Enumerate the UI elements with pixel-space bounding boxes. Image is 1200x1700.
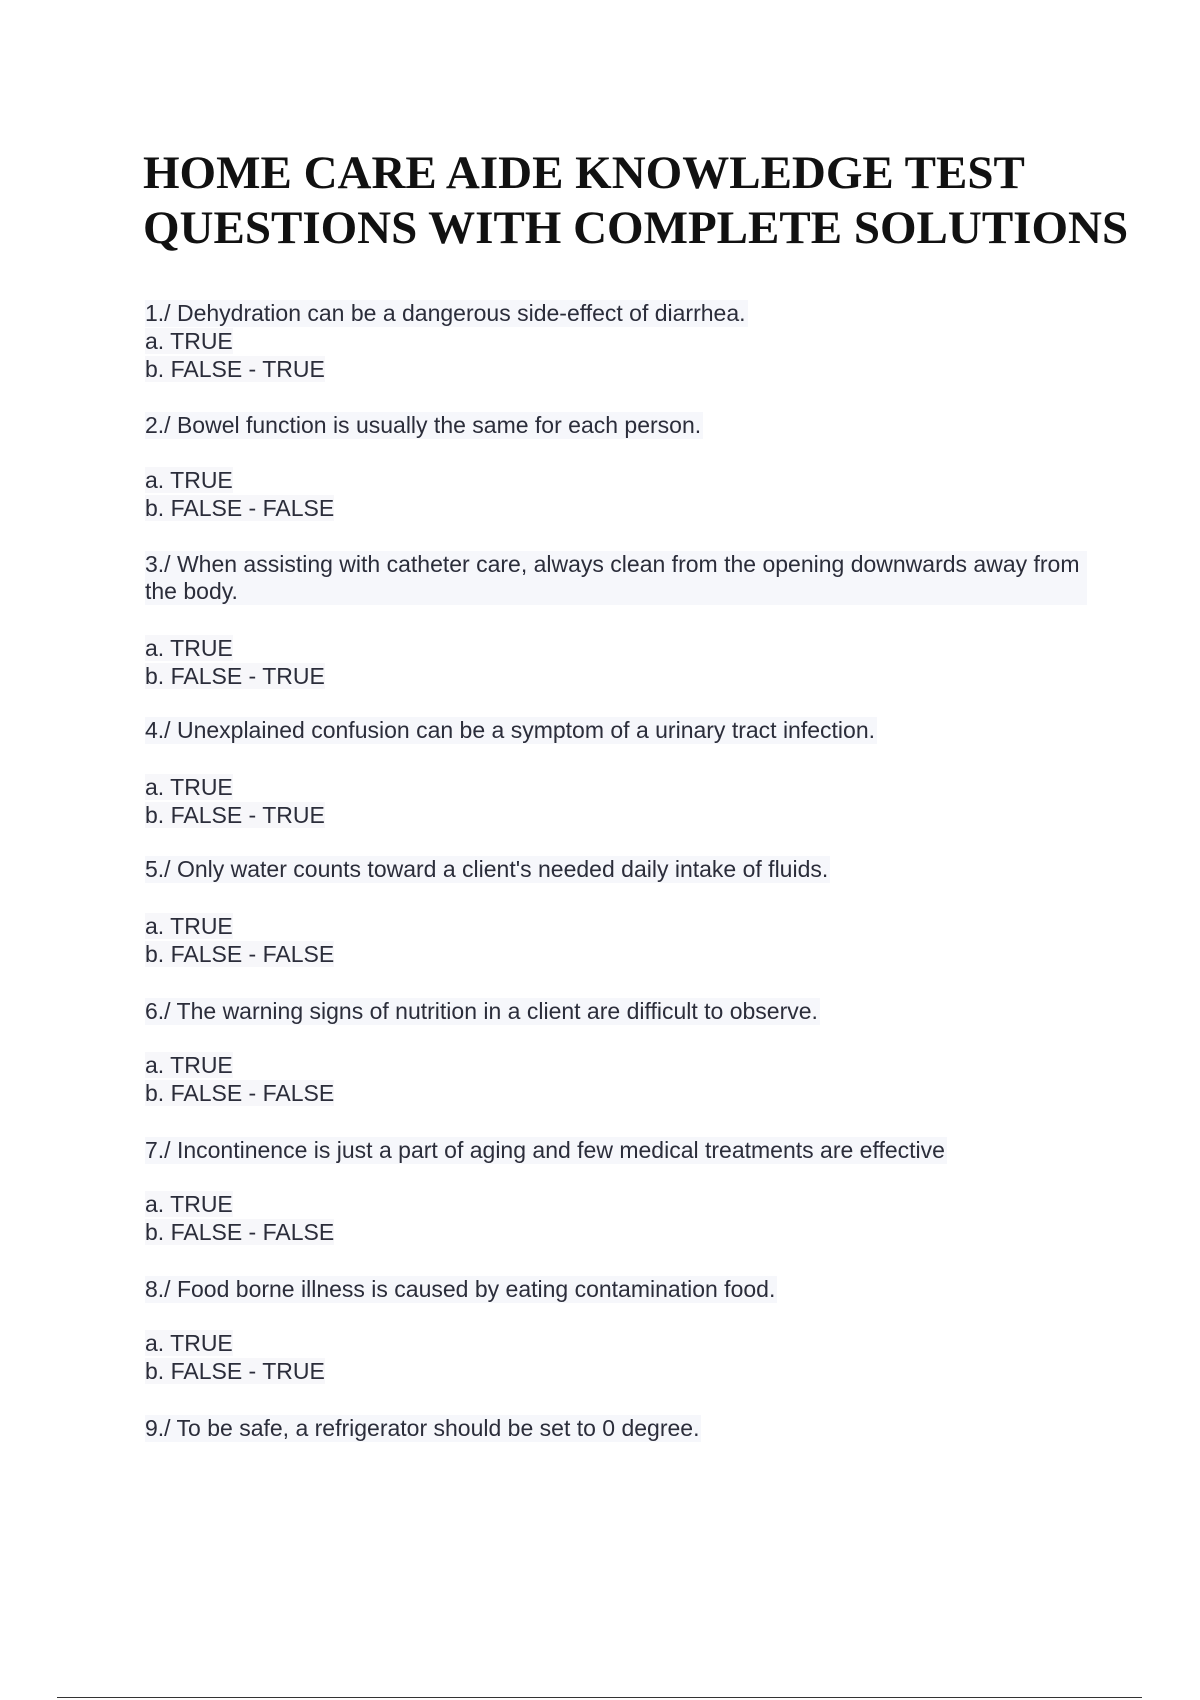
question-item bbox=[145, 998, 1085, 1025]
question-item bbox=[145, 551, 1085, 605]
question-text: 8./ Food borne illness is caused by eating contamination food. bbox=[145, 1276, 776, 1302]
question-text: 2./ Bowel function is usually the same for each person. bbox=[145, 412, 702, 438]
option-b-answer: b. FALSE - TRUE bbox=[145, 802, 325, 828]
option-a: a. TRUE bbox=[145, 1052, 233, 1078]
question-options bbox=[145, 1190, 1085, 1246]
option-a: a. TRUE bbox=[145, 1330, 233, 1356]
option-b-answer: b. FALSE - TRUE bbox=[145, 1358, 325, 1384]
option-b-answer: b. FALSE - FALSE bbox=[145, 1080, 335, 1106]
question-item bbox=[145, 717, 1085, 744]
title-line-1: HOME CARE AIDE KNOWLEDGE TEST bbox=[143, 147, 1025, 199]
title-line-2: QUESTIONS WITH COMPLETE SOLUTIONS bbox=[143, 202, 1129, 254]
question-options bbox=[145, 634, 1085, 690]
option-a: a. TRUE bbox=[145, 1191, 233, 1217]
document-title bbox=[143, 146, 1183, 256]
option-b-answer: b. FALSE - FALSE bbox=[145, 495, 335, 521]
question-options bbox=[145, 912, 1085, 968]
option-a: a. TRUE bbox=[145, 328, 233, 354]
question-text: 4./ Unexplained confusion can be a symptom of a urinary tract infection. bbox=[145, 717, 876, 743]
question-options bbox=[145, 773, 1085, 829]
question-options bbox=[145, 1329, 1085, 1385]
question-options bbox=[145, 466, 1085, 522]
question-text: 6./ The warning signs of nutrition in a client are difficult to observe. bbox=[145, 998, 818, 1024]
option-a: a. TRUE bbox=[145, 467, 233, 493]
question-options bbox=[145, 1051, 1085, 1107]
page-bottom-rule bbox=[57, 1697, 1142, 1698]
option-b-answer: b. FALSE - FALSE bbox=[145, 941, 335, 967]
question-text: 5./ Only water counts toward a client's needed daily intake of fluids. bbox=[145, 856, 829, 882]
option-b-answer: b. FALSE - TRUE bbox=[145, 663, 325, 689]
option-a: a. TRUE bbox=[145, 635, 233, 661]
question-item bbox=[145, 1415, 1085, 1442]
question-text: 9./ To be safe, a refrigerator should be set to 0 degree. bbox=[145, 1415, 700, 1441]
question-text: 7./ Incontinence is just a part of aging and few medical treatments are effective bbox=[145, 1137, 945, 1163]
question-item bbox=[145, 856, 1085, 883]
question-item bbox=[145, 1137, 1085, 1164]
question-text: 1./ Dehydration can be a dangerous side-effect of diarrhea. bbox=[145, 300, 746, 326]
question-item bbox=[145, 1276, 1085, 1303]
option-b-answer: b. FALSE - FALSE bbox=[145, 1219, 335, 1245]
question-item bbox=[145, 300, 1085, 383]
option-a: a. TRUE bbox=[145, 774, 233, 800]
option-b-answer: b. FALSE - TRUE bbox=[145, 356, 325, 382]
option-a: a. TRUE bbox=[145, 913, 233, 939]
question-item bbox=[145, 412, 1085, 439]
question-text: 3./ When assisting with catheter care, always clean from the opening downwards away from the body. bbox=[145, 551, 1087, 605]
